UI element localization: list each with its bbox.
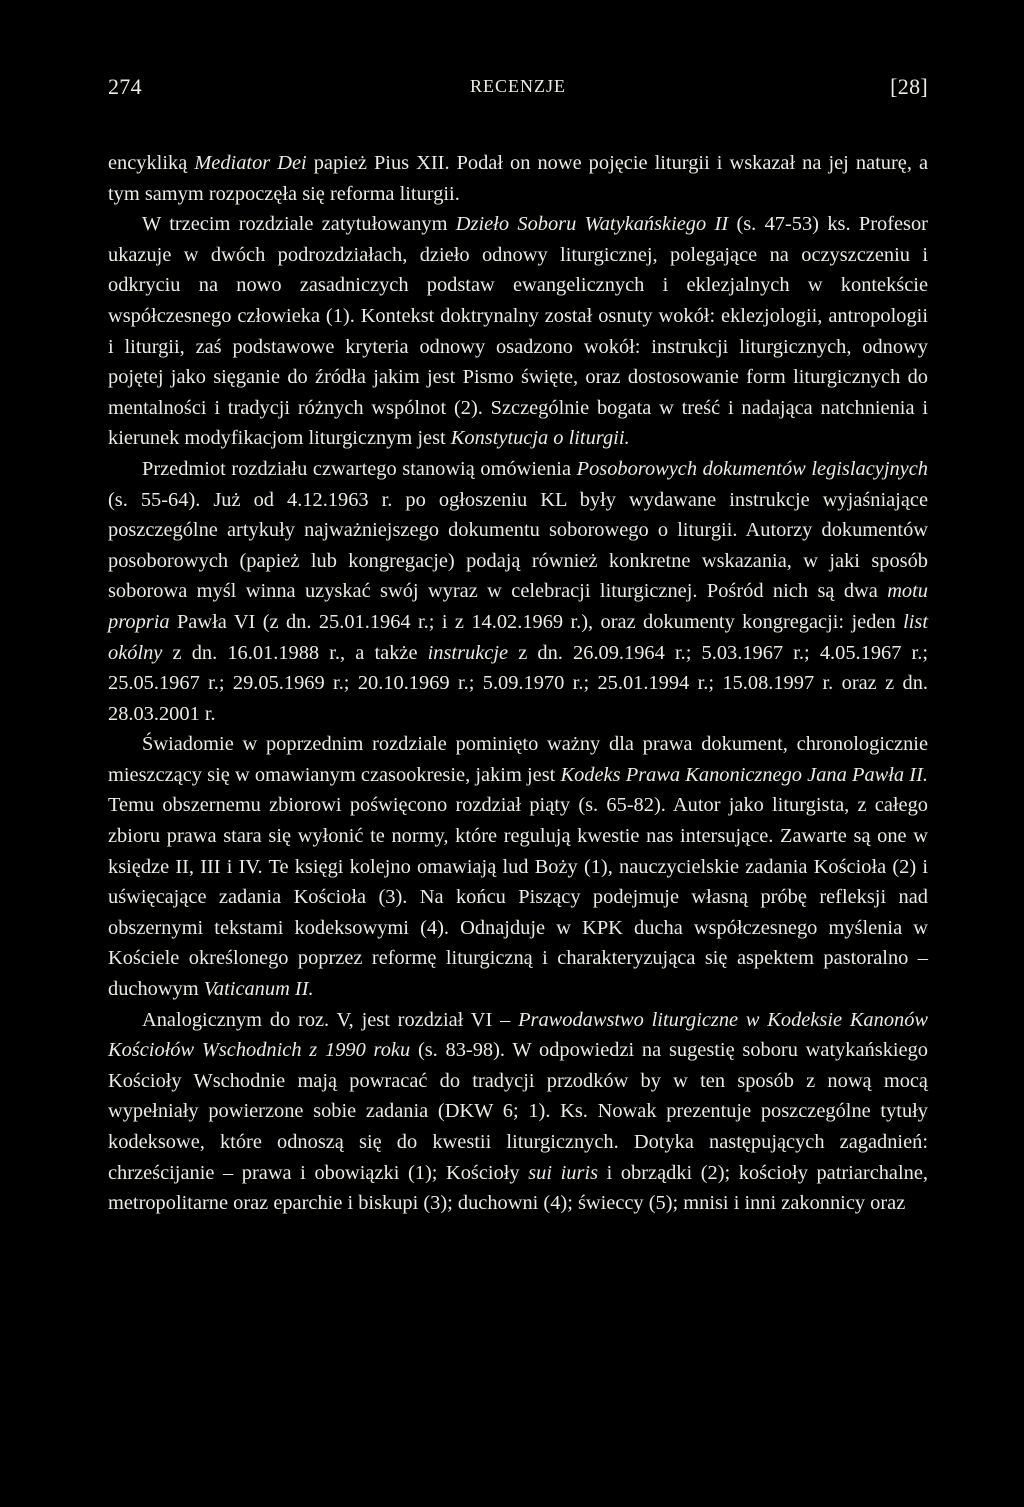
body-text [108, 148, 928, 1219]
text-run: Analogicznym do roz. V, jest rozdział VI – [142, 1008, 519, 1031]
italic-text: Mediator Dei [194, 152, 307, 174]
italic-text: Prawodawstwo liturgiczne w Kodeksie Kanonów Kościołów Wschodnich z 1990 roku [108, 1008, 929, 1062]
text-run: Temu obszernemu zbiorowi poświęcono rozdział piąty (s. 65-82). Autor jako liturgista, z całego zbioru prawa stara się wyłonić te normy, które regulują kwestie nas intersujące. Zawarte są one w księdze II, III i IV. Te księgi kolejno omawiają lud Boży (1), nauczycielskie zadania Kościoła (2) i uświęcające zadania Kościoła (3). Na końcu Piszący podejmuje własną próbę refleksji nad obszernymi tekstami kodeksowymi (4). Odnajduje w KPK ducha współczesnego myślenia w Kościele określonego poprzez reformę liturgiczną i charakteryzująca się aspektem pastoralno – duchowym [108, 794, 928, 1001]
paragraph [108, 209, 928, 454]
text-run: z dn. 16.01.1988 r., a także [162, 641, 428, 664]
italic-text: Konstytucja o liturgii. [450, 427, 630, 450]
text-run: papież Pius XII. Podał on nowe pojęcie liturgii i wskazał na jej naturę, a tym samym rozpoczęła się reforma liturgii. [108, 152, 928, 205]
running-header [108, 74, 928, 108]
italic-text: sui iuris [528, 1161, 598, 1184]
italic-text: Kodeks Prawa Kanonicznego Jana Pawła II. [560, 763, 928, 786]
page-number: 274 [108, 74, 142, 99]
italic-text: list okólny [108, 610, 928, 664]
running-title: RECENZJE [470, 76, 566, 96]
section-number: [28] [890, 74, 928, 99]
paragraph [108, 454, 928, 729]
text-run: (s. 55-64). Już od 4.12.1963 r. po ogłoszeniu KL były wydawane instrukcje wyjaśniające poszczególne artykuły najważniejszego dokumentu soborowego o liturgii. Autorzy dokumentów posoborowych (papież lub kongregacje) podają również konkretne wskazania, w jaki sposób soborowa myśl winna uzyskać swój wyraz w celebracji liturgicznej. Pośród nich są dwa [108, 488, 928, 603]
italic-text: Dzieło Soboru Watykańskiego II [455, 213, 729, 236]
italic-text: Vaticanum II. [203, 978, 314, 1001]
paragraph [108, 729, 928, 1004]
italic-text: instrukcje [427, 641, 509, 664]
text-run: Świadomie w poprzednim rozdziale pominięto ważny dla prawa dokument, chronologicznie mieszczący się w omawianym czasookresie, jakim jest [108, 733, 928, 786]
text-run: W trzecim rozdziale zatytułowanym [142, 213, 456, 236]
text-run: z dn. 26.09.1964 r.; 5.03.1967 r.; 4.05.1967 r.; 25.05.1967 r.; 29.05.1969 r.; 20.10.1969 r.; 5.09.1970 r.; 25.01.1994 r.; 15.08.1997 r. oraz z dn. 28.03.2001 r. [108, 641, 928, 725]
text-run: encykliką [108, 152, 195, 174]
document-page [108, 74, 928, 1219]
text-run: (s. 47-53) ks. Profesor ukazuje w dwóch podrozdziałach, dzieło odnowy liturgicznej, polegające na oczyszczeniu i odkryciu na nowo zasadniczych podstaw ewangelicznych i eklezjalnych w kontekście współczesnego człowieka (1). Kontekst doktrynalny został osnuty wokół: eklezjologii, antropologii i liturgii, zaś podstawowe kryteria odnowy osadzono wokół: instrukcji liturgicznych, odnowy pojętej jako sięganie do źródła jakim jest Pismo święte, oraz dostosowanie form liturgicznych do mentalności i tradycji różnych wspólnot (2). Szczególnie bogata w treść i nadająca natchnienia i kierunek modyfikacjom liturgicznym jest [108, 213, 928, 450]
text-run: Pawła VI (z dn. 25.01.1964 r.; i z 14.02.1969 r.), oraz dokumenty kongregacji: jeden [169, 610, 904, 633]
text-run: i obrządki (2); kościoły patriarchalne, metropolitarne oraz eparchie i biskupi (3); duchowni (4); świeccy (5); mnisi i inni zakonnicy oraz [108, 1161, 928, 1215]
italic-text: motu propria [108, 580, 928, 633]
text-run: (s. 83-98). W odpowiedzi na sugestię soboru watykańskiego Kościoły Wschodnie mają powracać do tradycji przodków by w ten sposób z nową mocą wypełniały powierzone sobie zadania (DKW 6; 1). Ks. Nowak prezentuje poszczególne tytuły kodeksowe, które odnoszą się do kwestii liturgicznych. Dotyka następujących zagadnień: chrześcijanie – prawa i obowiązki (1); Kościoły [108, 1039, 928, 1184]
text-run: Przedmiot rozdziału czwartego stanowią omówienia [142, 457, 577, 480]
paragraph [108, 1005, 928, 1219]
paragraph [108, 148, 928, 209]
italic-text: Posoborowych dokumentów legislacyjnych [576, 457, 928, 480]
